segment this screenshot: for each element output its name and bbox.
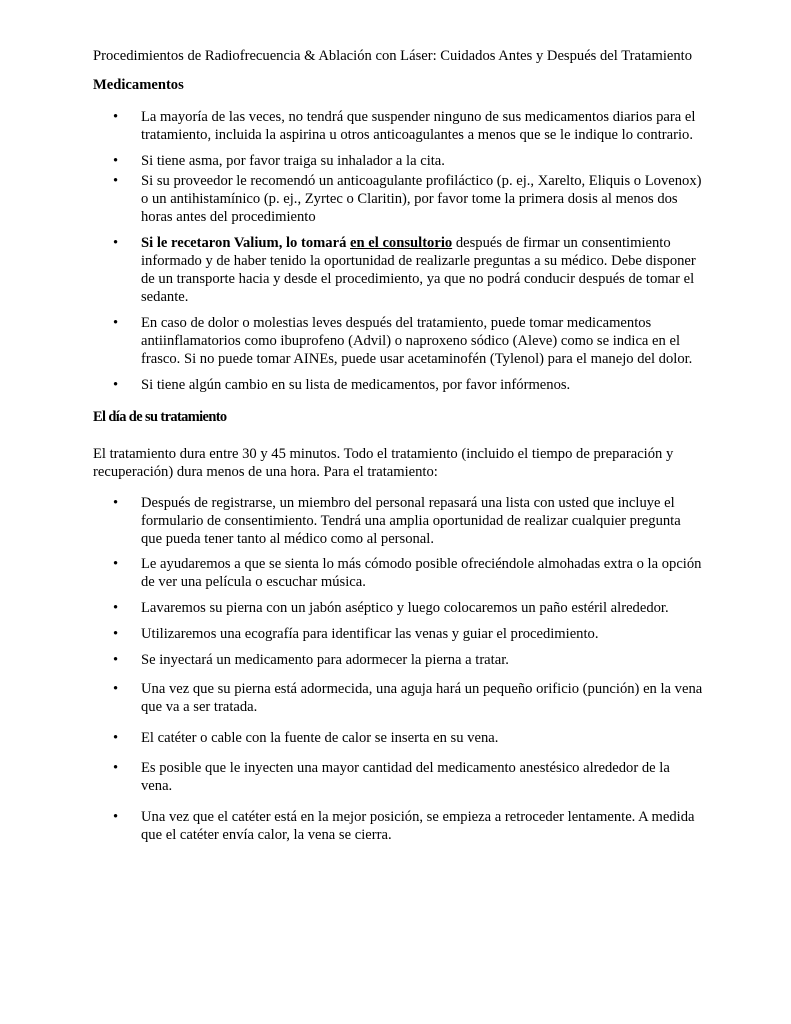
medications-heading: Medicamentos bbox=[93, 77, 184, 93]
list-item: • En caso de dolor o molestias leves después del tratamiento, puede tomar medicamentos antiinflamatorios como ibuprofeno (Advil) o naproxeno sódico (Aleve) como se indica en el frasco. Si no puede tomar AINEs, puede usar acetaminofén (Tylenol) para el manejo del dolor. bbox=[93, 314, 703, 368]
list-item bbox=[93, 234, 703, 306]
list-item: • Se inyectará un medicamento para adormecer la pierna a tratar. bbox=[93, 651, 703, 669]
list-item: • Una vez que su pierna está adormecida, una aguja hará un pequeño orificio (punción) en la vena que va a ser tratada. bbox=[93, 680, 703, 716]
list-item: • Una vez que el catéter está en la mejor posición, se empieza a retroceder lentamente. A medida que el catéter envía calor, la vena se cierra. bbox=[93, 808, 703, 844]
list-item: • Lavaremos su pierna con un jabón aséptico y luego colocaremos un paño estéril alrededor. bbox=[93, 599, 703, 617]
list-item: • El catéter o cable con la fuente de calor se inserta en su vena. bbox=[93, 729, 703, 747]
list-item: • Si tiene algún cambio en su lista de medicamentos, por favor infórmenos. bbox=[93, 376, 703, 394]
list-item: • Le ayudaremos a que se sienta lo más cómodo posible ofreciéndole almohadas extra o la opción de ver una película o escuchar música. bbox=[93, 555, 703, 591]
valium-lead: Si le recetaron Valium, lo tomará en el consultorio bbox=[141, 235, 453, 251]
document-title: Procedimientos de Radiofrecuencia & Ablación con Láser: Cuidados Antes y Después del Tratamiento bbox=[93, 48, 693, 64]
list-item: • Es posible que le inyecten una mayor cantidad del medicamento anestésico alrededor de la vena. bbox=[93, 759, 703, 795]
valium-rest: después de firmar un consentimiento informado y de haber tenido la oportunidad de realizarle preguntas a su médico. Debe disponer de un transporte hacia y desde el procedimiento, ya que no podrá conducir después de tomar el sedante. bbox=[141, 235, 696, 305]
list-item: • Si tiene asma, por favor traiga su inhalador a la cita. bbox=[93, 152, 703, 170]
treatment-steps-list bbox=[93, 494, 703, 844]
list-item: • Después de registrarse, un miembro del personal repasará una lista con usted que incluye el formulario de consentimiento. Tendrá una amplia oportunidad de realizar cualquier pregunta que pueda tener tanto al médico como al personal. bbox=[93, 494, 703, 548]
treatment-day-heading: El día de su tratamiento bbox=[93, 409, 227, 425]
valium-emphasis: en el consultorio bbox=[350, 235, 453, 251]
medications-list bbox=[93, 108, 703, 394]
list-item: • Utilizaremos una ecografía para identificar las venas y guiar el procedimiento. bbox=[93, 625, 703, 643]
treatment-intro: El tratamiento dura entre 30 y 45 minutos. Todo el tratamiento (incluido el tiempo de preparación y recuperación) dura menos de una hora. Para el tratamiento: bbox=[93, 446, 674, 480]
list-item: • Si su proveedor le recomendó un anticoagulante profiláctico (p. ej., Xarelto, Eliquis o Lovenox) o un antihistamínico (p. ej., Zyrtec o Claritin), por favor tome la primera dosis al menos dos horas antes del procedimiento bbox=[93, 172, 703, 226]
document-page bbox=[93, 47, 703, 844]
list-item: • La mayoría de las veces, no tendrá que suspender ninguno de sus medicamentos diarios para el tratamiento, incluida la aspirina u otros anticoagulantes a menos que se le indique lo contrario. bbox=[93, 108, 703, 144]
